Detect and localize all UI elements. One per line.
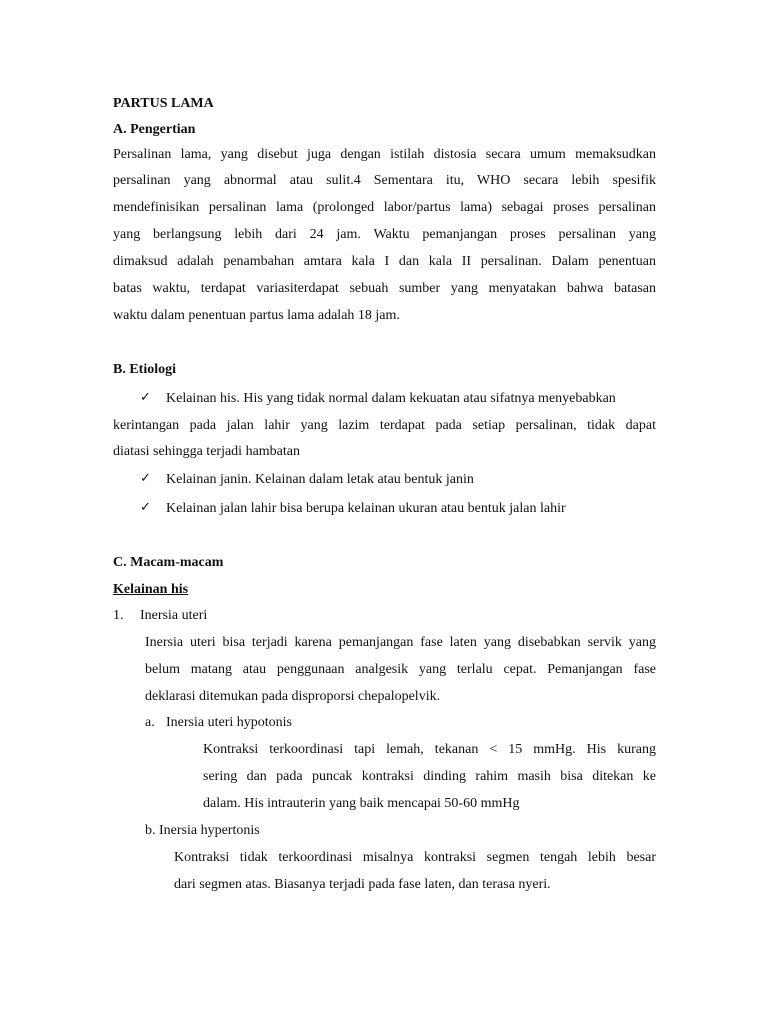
inersia-uteri-line: Inersia uteri bisa terjadi karena pemanjangan fase laten yang disebabkan servik yang — [145, 635, 656, 650]
sub-item-label: b. Inersia hypertonis — [145, 823, 260, 838]
etiologi-item-continued: kerintangan pada jalan lahir yang lazim terdapat pada setiap persalinan, tidak dapat — [113, 418, 656, 433]
etiologi-item: Kelainan jalan lahir bisa berupa kelainan ukuran atau bentuk jalan lahir — [166, 501, 566, 516]
etiologi-item-continued: diatasi sehingga terjadi hambatan — [113, 444, 300, 459]
section-c-subheading: Kelainan his — [113, 582, 189, 597]
check-icon: ✓ — [140, 500, 151, 515]
section-a-line: yang berlangsung lebih dari 24 jam. Waktu pemanjangan proses persalinan yang — [113, 227, 656, 242]
hypertonis-line: Kontraksi tidak terkoordinasi misalnya kontraksi segmen tengah lebih besar — [174, 850, 656, 865]
check-icon: ✓ — [140, 471, 151, 486]
section-a-line: persalinan yang abnormal atau sulit.4 Sementara itu, WHO secara lebih spesifik — [113, 173, 656, 188]
inersia-uteri-line: deklarasi ditemukan pada disproporsi chepalopelvik. — [145, 689, 441, 704]
section-a-line: mendefinisikan persalinan lama (prolonged labor/partus lama) sebagai proses persalinan — [113, 200, 656, 215]
section-a-line: batas waktu, terdapat variasiterdapat sebuah sumber yang menyatakan bahwa batasan — [113, 281, 656, 296]
section-b-heading: B. Etiologi — [113, 362, 177, 377]
list-number: 1. — [113, 608, 124, 623]
section-a-line: Persalinan lama, yang disebut juga dengan istilah distosia secara umum memaksudkan — [113, 147, 656, 162]
inersia-uteri-line: belum matang atau penggunaan analgesik yang terlalu cepat. Pemanjangan fase — [145, 662, 656, 677]
list-item-label: Inersia uteri — [140, 608, 208, 623]
sub-item-label: Inersia uteri hypotonis — [166, 715, 292, 730]
hypotonis-line: sering dan pada puncak kontraksi dinding rahim masih bisa ditekan ke — [203, 769, 656, 784]
hypotonis-line: Kontraksi terkoordinasi tapi lemah, tekanan < 15 mmHg. His kurang — [203, 742, 656, 757]
section-a-line: dimaksud adalah penambahan amtara kala I dan kala II persalinan. Dalam penentuan — [113, 254, 656, 269]
hypertonis-line: dari segmen atas. Biasanya terjadi pada fase laten, dan terasa nyeri. — [174, 877, 551, 892]
hypotonis-line: dalam. His intrauterin yang baik mencapai 50-60 mmHg — [203, 796, 520, 811]
document-title: PARTUS LAMA — [113, 96, 214, 111]
section-a-heading: A. Pengertian — [113, 122, 196, 137]
sub-item-letter: a. — [145, 715, 155, 730]
section-c-heading: C. Macam-macam — [113, 555, 224, 570]
section-a-line: waktu dalam penentuan partus lama adalah 18 jam. — [113, 308, 400, 323]
check-icon: ✓ — [140, 390, 151, 405]
etiologi-item: Kelainan janin. Kelainan dalam letak atau bentuk janin — [166, 472, 474, 487]
etiologi-item: Kelainan his. His yang tidak normal dalam kekuatan atau sifatnya menyebabkan — [166, 391, 616, 406]
